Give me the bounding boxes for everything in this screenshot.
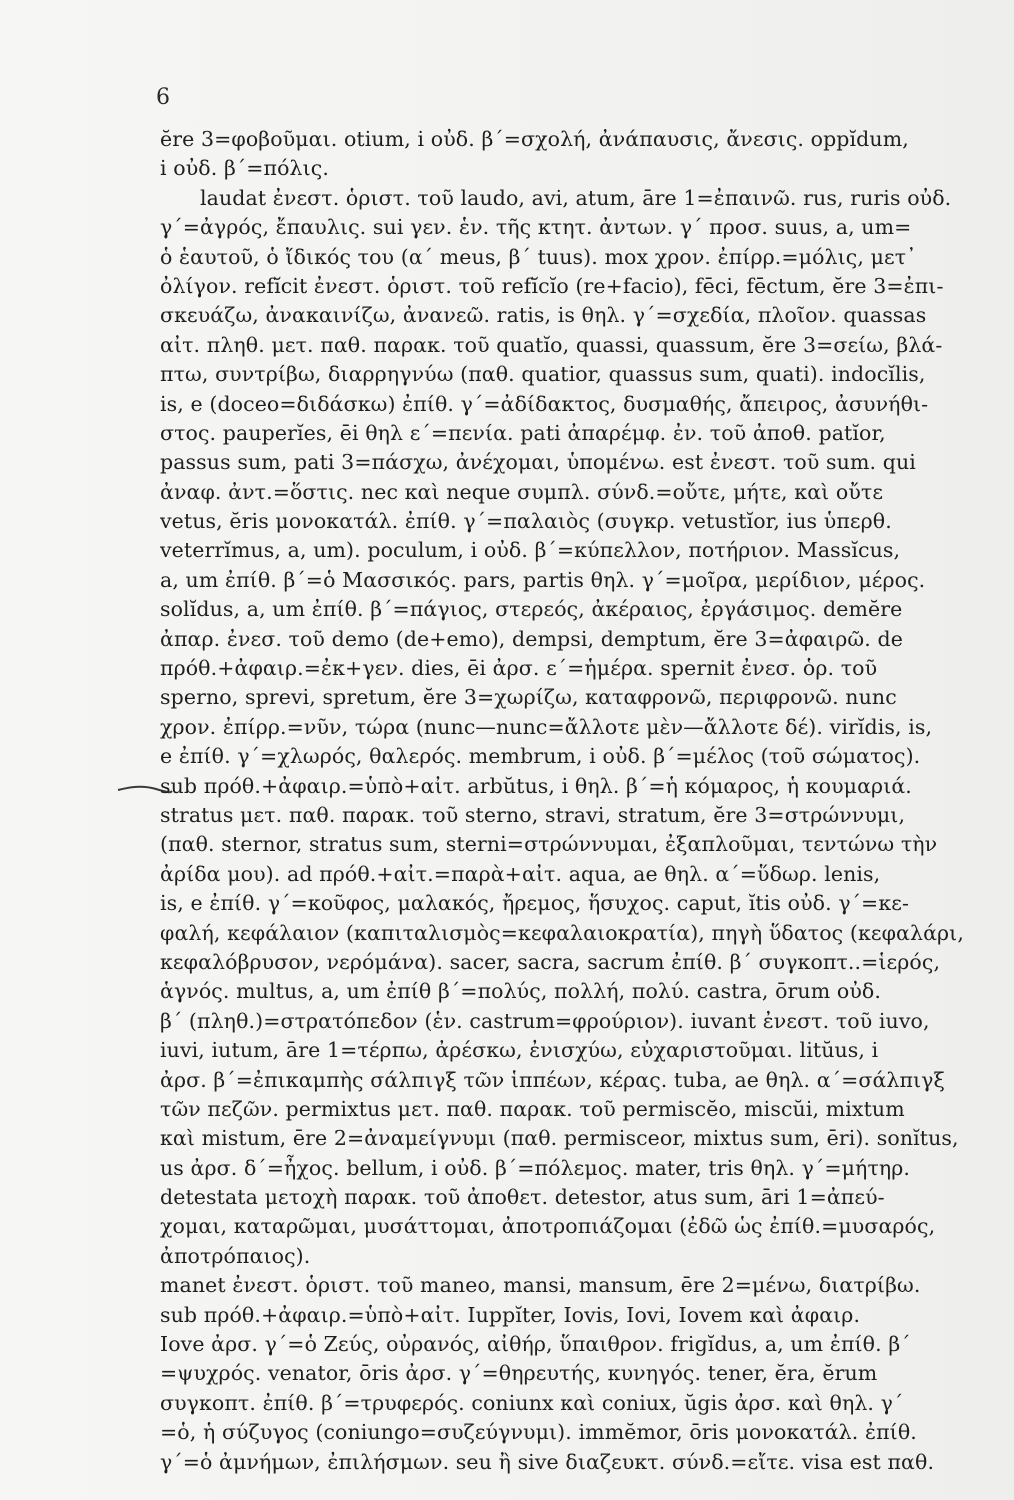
text-line: vetus, ĕris μονοκατάλ. ἐπίθ. γ΄=παλαιὸς (συγκρ. vetustĭor, ius ὑπερθ. bbox=[160, 509, 892, 534]
text-line: β΄ (πληθ.)=στρατόπεδον (ἑν. castrum=φρούριον). iuvant ἐνεστ. τοῦ iuvo, bbox=[160, 1008, 930, 1033]
text-line: laudat ἐνεστ. ὁριστ. τοῦ laudo, avi, atum, āre 1=ἐπαινῶ. rus, ruris οὐδ. bbox=[200, 185, 952, 210]
page-number: 6 bbox=[156, 85, 170, 110]
text-line: ἁγνός. multus, a, um ἐπίθ β΄=πολύς, πολλή, πολύ. castra, ōrum οὐδ. bbox=[160, 979, 881, 1004]
text-line: καὶ mistum, ēre 2=ἀναμείγνυμι (παθ. permisceor, mixtus sum, ēri). sonĭtus, bbox=[160, 1126, 959, 1151]
text-line: ĕre 3=φοβοῦμαι. otium, i οὐδ. β΄=σχολή, ἀνάπαυσις, ἄνεσις. oppĭdum, bbox=[160, 127, 909, 151]
text-line: solĭdus, a, um ἐπίθ. β΄=πάγιος, στερεός, ἀκέραιος, ἐργάσιμος. demĕre bbox=[160, 597, 903, 622]
text-line: i οὐδ. β΄=πόλις. bbox=[160, 156, 329, 181]
text-line: ὀλίγον. refĭcit ἐνεστ. ὁριστ. τοῦ refĭcĭo (re+facio), fēci, fēctum, ĕre 3=ἐπι- bbox=[160, 273, 944, 298]
text-line: στος. pauperĭes, ēi θηλ ε΄=πενία. pati ἀπαρέμφ. ἐν. τοῦ ἀποθ. patĭor, bbox=[160, 420, 886, 445]
text-line: e ἐπίθ. γ΄=χλωρός, θαλερός. membrum, i οὐδ. β΄=μέλος (τοῦ σώματος). bbox=[160, 744, 921, 769]
text-line: σκευάζω, ἀνακαινίζω, ἀνανεῶ. ratis, is θηλ. γ΄=σχεδία, πλοῖον. quassas bbox=[160, 303, 927, 328]
text-line: =ὁ, ἡ σύζυγος (coniungo=συζεύγνυμι). immĕmor, ōris μονοκατάλ. ἐπίθ. bbox=[160, 1420, 917, 1445]
text-line: συγκοπτ. ἐπίθ. β΄=τρυφερός. coniunx καὶ coniux, ŭgis ἀρσ. καὶ θηλ. γ΄ bbox=[160, 1390, 904, 1415]
text-line: τῶν πεζῶν. permixtus μετ. παθ. παρακ. τοῦ permiscĕo, miscŭi, mixtum bbox=[160, 1096, 905, 1121]
text-line: stratus μετ. παθ. παρακ. τοῦ sterno, stravi, stratum, ĕre 3=στρώννυμι, bbox=[160, 802, 906, 827]
text-line: ἀπαρ. ἐνεσ. τοῦ demo (de+emo), dempsi, demptum, ĕre 3=ἀφαιρῶ. de bbox=[160, 626, 903, 651]
text-line: κεφαλόβρυσον, νερόμάνα). sacer, sacra, sacrum ἐπίθ. β΄ συγκοπτ..=ἱερός, bbox=[160, 949, 941, 974]
text-line: detestata μετοχὴ παρακ. τοῦ ἀποθετ. detestor, atus sum, āri 1=ἀπεύ- bbox=[160, 1185, 885, 1210]
text-line: πρόθ.+ἀφαιρ.=ἐκ+γεν. dies, ēi ἀρσ. ε΄=ἡμέρα. spernit ἐνεσ. ὁρ. τοῦ bbox=[160, 656, 878, 681]
text-line: Iove ἀρσ. γ΄=ὁ Ζεύς, οὐρανός, αἰθήρ, ὕπαιθρον. frigĭdus, a, um ἐπίθ. β΄ bbox=[160, 1332, 911, 1357]
text-line: is, e (doceo=διδάσκω) ἐπίθ. γ΄=ἀδίδακτος, δυσμαθής, ἄπειρος, ἀσυνήθι- bbox=[160, 391, 929, 416]
text-line: αἰτ. πληθ. μετ. παθ. παρακ. τοῦ quatĭo, quassi, quassum, ĕre 3=σείω, βλά- bbox=[160, 332, 943, 357]
text-line: sub πρόθ.+ἀφαιρ.=ὑπὸ+αἰτ. Iuppĭter, Iovis, Iovi, Iovem καὶ ἀφαιρ. bbox=[160, 1302, 861, 1327]
text-line: sperno, sprevi, spretum, ĕre 3=χωρίζω, καταφρονῶ, περιφρονῶ. nunc bbox=[160, 685, 897, 710]
text-line: πτω, συντρίβω, διαρρηγνύω (παθ. quatior, quassus sum, quati). indocĭlis, bbox=[160, 362, 926, 387]
text-line: passus sum, pati 3=πάσχω, ἀνέχομαι, ὑπομένω. est ἐνεστ. τοῦ sum. qui bbox=[160, 450, 916, 475]
text-line: γ΄=ὁ ἀμνήμων, ἐπιλήσμων. seu ἢ sive διαζευκτ. σύνδ.=εἴτε. visa est παθ. bbox=[160, 1449, 935, 1474]
text-line: is, e ἐπίθ. γ΄=κοῦφος, μαλακός, ἤρεμος, ἥσυχος. caput, ĭtis οὐδ. γ΄=κε- bbox=[160, 891, 909, 916]
text-line: sub πρόθ.+ἀφαιρ.=ὑπὸ+αἰτ. arbŭtus, i θηλ. β΄=ἡ κόμαρος, ἡ κουμαριά. bbox=[160, 773, 912, 798]
text-line: ὁ ἑαυτοῦ, ὁ ἴδικός του (α΄ meus, β΄ tuus). mox χρον. ἐπίρρ.=μόλις, μετ᾿ bbox=[160, 244, 917, 269]
text-line: manet ἐνεστ. ὁριστ. τοῦ maneo, mansi, mansum, ēre 2=μένω, διατρίβω. bbox=[160, 1273, 921, 1298]
text-line: =ψυχρός. venator, ōris ἀρσ. γ΄=θηρευτής, κυνηγός. tener, ĕra, ĕrum bbox=[160, 1361, 878, 1386]
text-line: veterrĭmus, a, um). poculum, i οὐδ. β΄=κύπελλον, ποτήριον. Massĭcus, bbox=[160, 538, 901, 563]
text-line: χρον. ἐπίρρ.=νῦν, τώρα (nunc—nunc=ἄλλοτε μὲν—ἄλλοτε δέ). virĭdis, is, bbox=[160, 714, 933, 739]
text-line: ἀναφ. ἀντ.=ὅστις. nec καὶ neque συμπλ. σύνδ.=οὔτε, μήτε, καὶ οὔτε bbox=[160, 479, 884, 504]
text-line: χομαι, καταρῶμαι, μυσάττομαι, ἀποτροπιάζομαι (ἐδῶ ὡς ἐπίθ.=μυσαρός, bbox=[160, 1214, 936, 1239]
text-line: (παθ. sternor, stratus sum, sterni=στρώννυμαι, ἐξαπλοῦμαι, τεντώνω τὴν bbox=[160, 832, 938, 857]
glossary-text bbox=[160, 125, 1012, 1477]
text-line: ἀρσ. β΄=ἐπικαμπὴς σάλπιγξ τῶν ἱππέων, κέρας. tuba, ae θηλ. α΄=σάλπιγξ bbox=[160, 1067, 945, 1092]
text-line: ἀποτρόπαιος). bbox=[160, 1243, 311, 1268]
text-line: us ἀρσ. δ΄=ἦχος. bellum, i οὐδ. β΄=πόλεμος. mater, tris θηλ. γ΄=μήτηρ. bbox=[160, 1155, 911, 1180]
text-line: γ΄=ἀγρός, ἔπαυλις. sui γεν. ἑν. τῆς κτητ. ἀντων. γ΄ προσ. suus, a, um= bbox=[160, 215, 912, 240]
text-line: ἀρίδα μου). ad πρόθ.+αἰτ.=παρὰ+αἰτ. aqua, ae θηλ. α΄=ὕδωρ. lenis, bbox=[160, 861, 881, 886]
text-line: φαλή, κεφάλαιον (καπιταλισμὸς=κεφαλαιοκρατία), πηγὴ ὕδατος (κεφαλάρι, bbox=[160, 920, 964, 945]
text-line: iuvi, iutum, āre 1=τέρπω, ἀρέσκω, ἐνισχύω, εὐχαριστοῦμαι. litŭus, i bbox=[160, 1038, 879, 1063]
text-line: a, um ἐπίθ. β΄=ὁ Μασσικός. pars, partis θηλ. γ΄=μοῖρα, μερίδιον, μέρος. bbox=[160, 567, 926, 592]
